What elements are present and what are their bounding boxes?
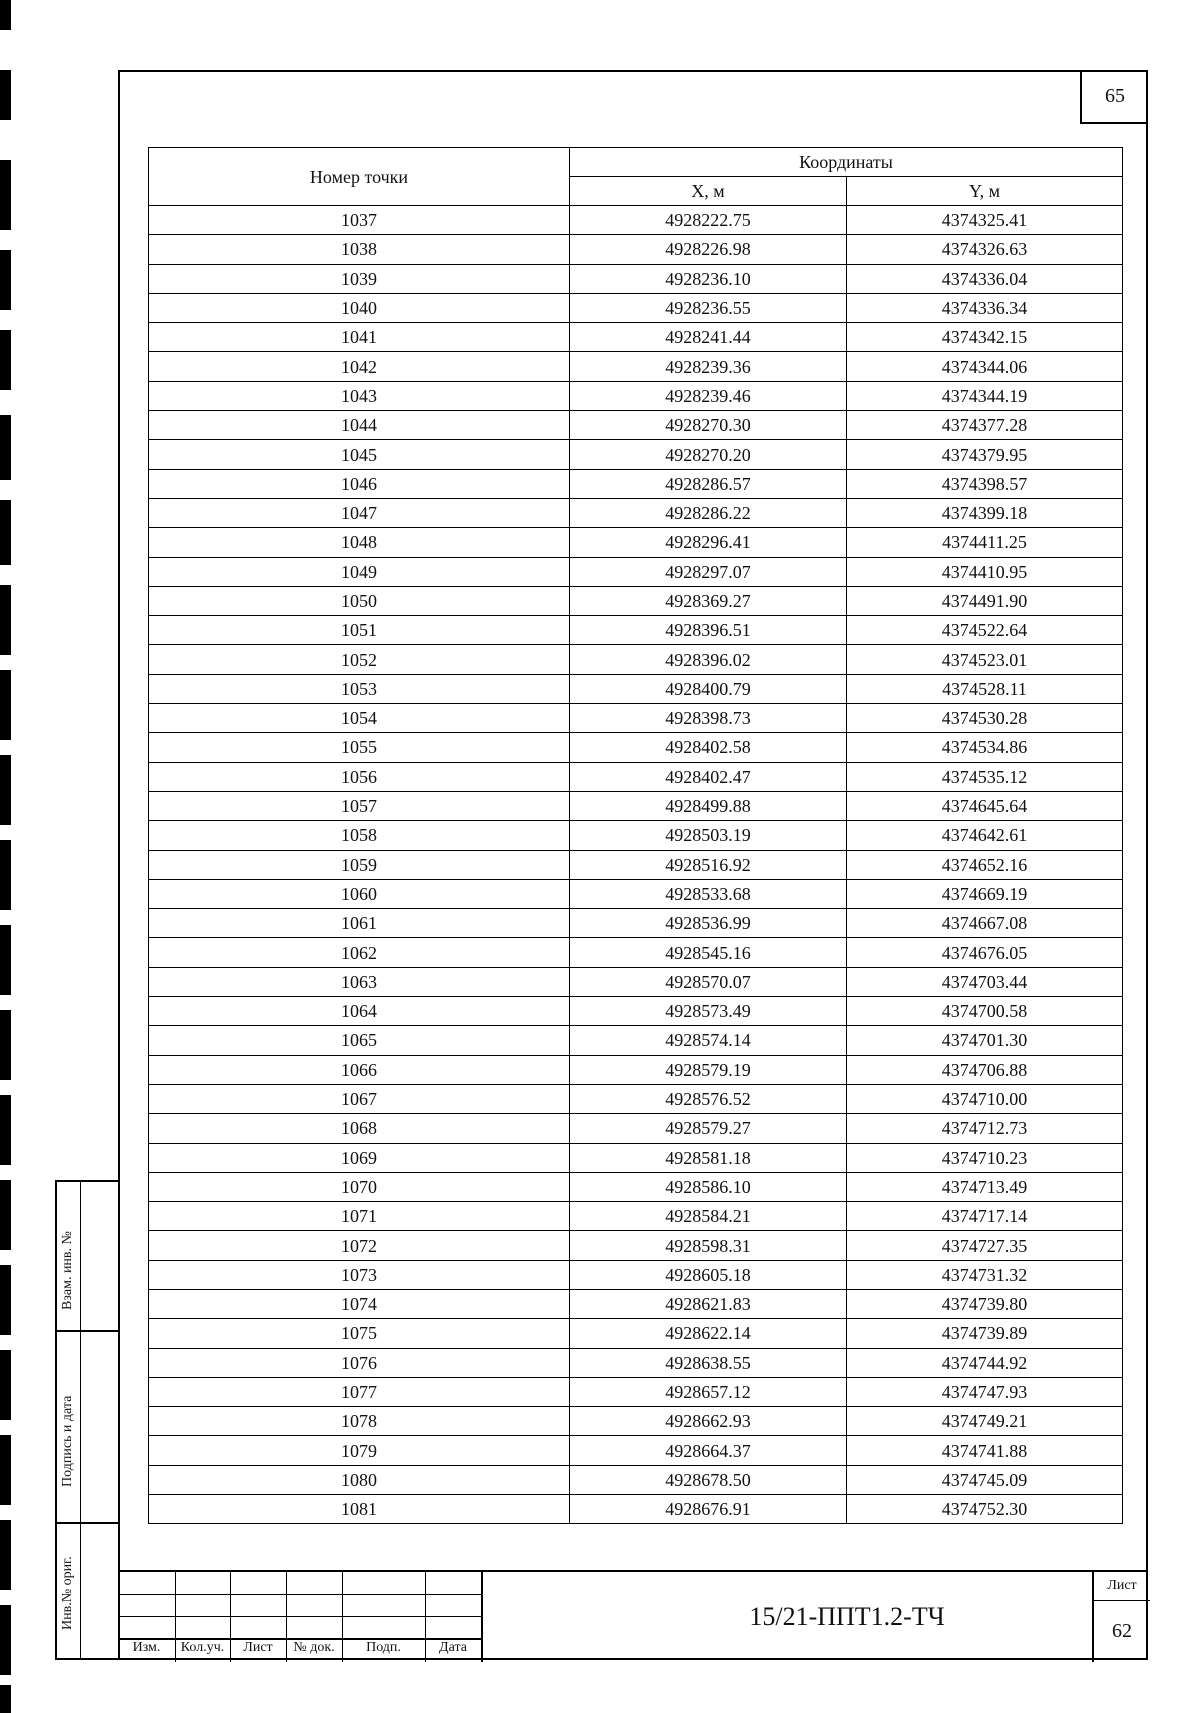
- x-coordinate-cell: 4928657.12: [570, 1377, 847, 1406]
- table-row: [149, 909, 1123, 938]
- stamp-label-data: Дата: [439, 1640, 467, 1655]
- binding-mark: [0, 160, 11, 230]
- y-coordinate-cell: 4374528.11: [847, 674, 1123, 703]
- x-coordinate-cell: 4928396.51: [570, 616, 847, 645]
- header-x: X, м: [570, 177, 847, 206]
- table-row: [149, 733, 1123, 762]
- x-coordinate-cell: 4928662.93: [570, 1407, 847, 1436]
- document-code: 15/21-ППТ1.2-ТЧ: [481, 1572, 1200, 1662]
- table-row: [149, 264, 1123, 293]
- y-coordinate-cell: 4374522.64: [847, 616, 1123, 645]
- binding-mark: [0, 1010, 11, 1080]
- table-row: [149, 997, 1123, 1026]
- sheet-number: 62: [1112, 1620, 1132, 1642]
- point-number-cell: 1081: [149, 1495, 570, 1524]
- binding-mark: [0, 415, 11, 480]
- x-coordinate-cell: 4928573.49: [570, 997, 847, 1026]
- table-row: [149, 762, 1123, 791]
- point-number-cell: 1069: [149, 1143, 570, 1172]
- y-coordinate-cell: 4374342.15: [847, 323, 1123, 352]
- y-coordinate-cell: 4374669.19: [847, 879, 1123, 908]
- y-coordinate-cell: 4374377.28: [847, 411, 1123, 440]
- x-coordinate-cell: 4928584.21: [570, 1202, 847, 1231]
- x-coordinate-cell: 4928286.57: [570, 469, 847, 498]
- binding-mark: [0, 1520, 11, 1590]
- y-coordinate-cell: 4374676.05: [847, 938, 1123, 967]
- y-coordinate-cell: 4374491.90: [847, 586, 1123, 615]
- y-coordinate-cell: 4374326.63: [847, 235, 1123, 264]
- x-coordinate-cell: 4928586.10: [570, 1172, 847, 1201]
- x-coordinate-cell: 4928570.07: [570, 967, 847, 996]
- x-coordinate-cell: 4928621.83: [570, 1289, 847, 1318]
- y-coordinate-cell: 4374706.88: [847, 1055, 1123, 1084]
- y-coordinate-cell: 4374745.09: [847, 1465, 1123, 1494]
- x-coordinate-cell: 4928400.79: [570, 674, 847, 703]
- header-coordinates: Координаты: [570, 148, 1123, 177]
- table-row: [149, 1084, 1123, 1113]
- point-number-cell: 1051: [149, 616, 570, 645]
- x-coordinate-cell: 4928286.22: [570, 498, 847, 527]
- point-number-cell: 1079: [149, 1436, 570, 1465]
- y-coordinate-cell: 4374325.41: [847, 206, 1123, 235]
- table-row: [149, 352, 1123, 381]
- table-row: [149, 1377, 1123, 1406]
- x-coordinate-cell: 4928236.55: [570, 293, 847, 322]
- binding-mark: [0, 1350, 11, 1420]
- y-coordinate-cell: 4374747.93: [847, 1377, 1123, 1406]
- point-number-cell: 1065: [149, 1026, 570, 1055]
- table-row: [149, 1055, 1123, 1084]
- x-coordinate-cell: 4928579.19: [570, 1055, 847, 1084]
- table-row: [149, 381, 1123, 410]
- y-coordinate-cell: 4374710.23: [847, 1143, 1123, 1172]
- point-number-cell: 1058: [149, 821, 570, 850]
- y-coordinate-cell: 4374336.04: [847, 264, 1123, 293]
- x-coordinate-cell: 4928270.20: [570, 440, 847, 469]
- y-coordinate-cell: 4374645.64: [847, 791, 1123, 820]
- binding-mark: [0, 1265, 11, 1335]
- point-number-cell: 1061: [149, 909, 570, 938]
- stamp-label-izm: Изм.: [132, 1640, 161, 1655]
- point-number-cell: 1045: [149, 440, 570, 469]
- stamp-label-kol: Кол.уч.: [180, 1640, 225, 1655]
- point-number-cell: 1041: [149, 323, 570, 352]
- table-row: [149, 293, 1123, 322]
- y-coordinate-cell: 4374344.06: [847, 352, 1123, 381]
- x-coordinate-cell: 4928574.14: [570, 1026, 847, 1055]
- grid-line: [118, 1594, 481, 1595]
- table-row: [149, 206, 1123, 235]
- y-coordinate-cell: 4374752.30: [847, 1495, 1123, 1524]
- point-number-cell: 1075: [149, 1319, 570, 1348]
- point-number-cell: 1050: [149, 586, 570, 615]
- y-coordinate-cell: 4374741.88: [847, 1436, 1123, 1465]
- point-number-cell: 1057: [149, 791, 570, 820]
- table-row: [149, 323, 1123, 352]
- y-coordinate-cell: 4374534.86: [847, 733, 1123, 762]
- table-row: [149, 938, 1123, 967]
- y-coordinate-cell: 4374703.44: [847, 967, 1123, 996]
- x-coordinate-cell: 4928499.88: [570, 791, 847, 820]
- point-number-cell: 1072: [149, 1231, 570, 1260]
- table-row: [149, 469, 1123, 498]
- table-row: [149, 1026, 1123, 1055]
- point-number-cell: 1047: [149, 498, 570, 527]
- table-row: [149, 1407, 1123, 1436]
- x-coordinate-cell: 4928676.91: [570, 1495, 847, 1524]
- y-coordinate-cell: 4374642.61: [847, 821, 1123, 850]
- y-coordinate-cell: 4374701.30: [847, 1026, 1123, 1055]
- title-block: [118, 1570, 1148, 1660]
- table-row: [149, 498, 1123, 527]
- x-coordinate-cell: 4928638.55: [570, 1348, 847, 1377]
- grid-line: [118, 1616, 481, 1617]
- table-row: [149, 821, 1123, 850]
- header-point-number: Номер точки: [149, 148, 570, 206]
- coordinates-table: [148, 147, 1123, 1524]
- side-label-inv-orig: Инв.№ ориг.: [60, 1556, 75, 1630]
- table-row: [149, 791, 1123, 820]
- table-row: [149, 411, 1123, 440]
- y-coordinate-cell: 4374667.08: [847, 909, 1123, 938]
- y-coordinate-cell: 4374717.14: [847, 1202, 1123, 1231]
- binding-mark: [0, 70, 11, 120]
- point-number-cell: 1048: [149, 528, 570, 557]
- x-coordinate-cell: 4928270.30: [570, 411, 847, 440]
- revision-grid: [118, 1572, 481, 1662]
- table-row: [149, 645, 1123, 674]
- point-number-cell: 1070: [149, 1172, 570, 1201]
- x-coordinate-cell: 4928226.98: [570, 235, 847, 264]
- sheet-box: [1092, 1572, 1148, 1662]
- y-coordinate-cell: 4374410.95: [847, 557, 1123, 586]
- point-number-cell: 1076: [149, 1348, 570, 1377]
- x-coordinate-cell: 4928622.14: [570, 1319, 847, 1348]
- x-coordinate-cell: 4928503.19: [570, 821, 847, 850]
- table-body: [149, 206, 1123, 1524]
- point-number-cell: 1055: [149, 733, 570, 762]
- y-coordinate-cell: 4374731.32: [847, 1260, 1123, 1289]
- point-number-cell: 1059: [149, 850, 570, 879]
- x-coordinate-cell: 4928222.75: [570, 206, 847, 235]
- point-number-cell: 1043: [149, 381, 570, 410]
- binding-mark: [0, 1180, 11, 1250]
- table-row: [149, 616, 1123, 645]
- x-coordinate-cell: 4928605.18: [570, 1260, 847, 1289]
- x-coordinate-cell: 4928533.68: [570, 879, 847, 908]
- point-number-cell: 1038: [149, 235, 570, 264]
- side-label-podpis: Подпись и дата: [60, 1395, 75, 1487]
- x-coordinate-cell: 4928239.46: [570, 381, 847, 410]
- divider: [57, 1330, 120, 1332]
- point-number-cell: 1063: [149, 967, 570, 996]
- y-coordinate-cell: 4374727.35: [847, 1231, 1123, 1260]
- point-number-cell: 1080: [149, 1465, 570, 1494]
- point-number-cell: 1056: [149, 762, 570, 791]
- x-coordinate-cell: 4928536.99: [570, 909, 847, 938]
- table-row: [149, 1143, 1123, 1172]
- binding-mark: [0, 1605, 11, 1675]
- y-coordinate-cell: 4374535.12: [847, 762, 1123, 791]
- divider: [57, 1522, 120, 1524]
- table-row: [149, 1436, 1123, 1465]
- binding-mark: [0, 925, 11, 995]
- point-number-cell: 1049: [149, 557, 570, 586]
- point-number-cell: 1052: [149, 645, 570, 674]
- point-number-cell: 1068: [149, 1114, 570, 1143]
- y-coordinate-cell: 4374530.28: [847, 704, 1123, 733]
- x-coordinate-cell: 4928545.16: [570, 938, 847, 967]
- table-row: [149, 1231, 1123, 1260]
- point-number-cell: 1042: [149, 352, 570, 381]
- table-row: [149, 1202, 1123, 1231]
- binding-mark: [0, 585, 11, 655]
- y-coordinate-cell: 4374712.73: [847, 1114, 1123, 1143]
- y-coordinate-cell: 4374739.80: [847, 1289, 1123, 1318]
- x-coordinate-cell: 4928398.73: [570, 704, 847, 733]
- binding-mark: [0, 250, 11, 310]
- table-row: [149, 1348, 1123, 1377]
- x-coordinate-cell: 4928236.10: [570, 264, 847, 293]
- stamp-label-list: Лист: [243, 1640, 273, 1655]
- y-coordinate-cell: 4374336.34: [847, 293, 1123, 322]
- x-coordinate-cell: 4928598.31: [570, 1231, 847, 1260]
- x-coordinate-cell: 4928239.36: [570, 352, 847, 381]
- table-row: [149, 1289, 1123, 1318]
- x-coordinate-cell: 4928297.07: [570, 557, 847, 586]
- binding-mark: [0, 755, 11, 825]
- y-coordinate-cell: 4374399.18: [847, 498, 1123, 527]
- table-row: [149, 1319, 1123, 1348]
- point-number-cell: 1060: [149, 879, 570, 908]
- page-number: 65: [1080, 70, 1148, 124]
- x-coordinate-cell: 4928581.18: [570, 1143, 847, 1172]
- y-coordinate-cell: 4374744.92: [847, 1348, 1123, 1377]
- header-y: Y, м: [847, 177, 1123, 206]
- table-row: [149, 704, 1123, 733]
- binding-mark: [0, 330, 11, 390]
- point-number-cell: 1067: [149, 1084, 570, 1113]
- point-number-cell: 1039: [149, 264, 570, 293]
- table-row: [149, 586, 1123, 615]
- table-row: [149, 879, 1123, 908]
- binding-mark: [0, 840, 11, 910]
- point-number-cell: 1040: [149, 293, 570, 322]
- table-row: [149, 235, 1123, 264]
- table-row: [149, 1495, 1123, 1524]
- point-number-cell: 1066: [149, 1055, 570, 1084]
- table-row: [149, 1172, 1123, 1201]
- y-coordinate-cell: 4374344.19: [847, 381, 1123, 410]
- y-coordinate-cell: 4374411.25: [847, 528, 1123, 557]
- y-coordinate-cell: 4374398.57: [847, 469, 1123, 498]
- x-coordinate-cell: 4928516.92: [570, 850, 847, 879]
- point-number-cell: 1071: [149, 1202, 570, 1231]
- x-coordinate-cell: 4928241.44: [570, 323, 847, 352]
- table-row: [149, 557, 1123, 586]
- stamp-label-podp: Подп.: [366, 1640, 401, 1655]
- point-number-cell: 1054: [149, 704, 570, 733]
- table-row: [149, 440, 1123, 469]
- y-coordinate-cell: 4374713.49: [847, 1172, 1123, 1201]
- y-coordinate-cell: 4374739.89: [847, 1319, 1123, 1348]
- y-coordinate-cell: 4374700.58: [847, 997, 1123, 1026]
- point-number-cell: 1074: [149, 1289, 570, 1318]
- x-coordinate-cell: 4928664.37: [570, 1436, 847, 1465]
- y-coordinate-cell: 4374749.21: [847, 1407, 1123, 1436]
- x-coordinate-cell: 4928396.02: [570, 645, 847, 674]
- x-coordinate-cell: 4928576.52: [570, 1084, 847, 1113]
- y-coordinate-cell: 4374379.95: [847, 440, 1123, 469]
- side-strip: [55, 1180, 118, 1660]
- x-coordinate-cell: 4928678.50: [570, 1465, 847, 1494]
- point-number-cell: 1053: [149, 674, 570, 703]
- binding-mark: [0, 0, 11, 30]
- stamp-label-doc: № док.: [293, 1640, 335, 1655]
- binding-mark: [0, 670, 11, 740]
- x-coordinate-cell: 4928579.27: [570, 1114, 847, 1143]
- table-row: [149, 1260, 1123, 1289]
- x-coordinate-cell: 4928402.58: [570, 733, 847, 762]
- y-coordinate-cell: 4374523.01: [847, 645, 1123, 674]
- side-label-zam-inv: Взам. инв. №: [60, 1231, 75, 1310]
- table-row: [149, 528, 1123, 557]
- y-coordinate-cell: 4374652.16: [847, 850, 1123, 879]
- point-number-cell: 1064: [149, 997, 570, 1026]
- point-number-cell: 1046: [149, 469, 570, 498]
- y-coordinate-cell: 4374710.00: [847, 1084, 1123, 1113]
- table-row: [149, 1114, 1123, 1143]
- sheet-label: Лист: [1094, 1572, 1150, 1601]
- table-row: [149, 967, 1123, 996]
- point-number-cell: 1078: [149, 1407, 570, 1436]
- binding-mark: [0, 1685, 11, 1713]
- x-coordinate-cell: 4928296.41: [570, 528, 847, 557]
- binding-mark: [0, 1435, 11, 1505]
- binding-mark: [0, 1095, 11, 1165]
- x-coordinate-cell: 4928402.47: [570, 762, 847, 791]
- table-row: [149, 850, 1123, 879]
- point-number-cell: 1077: [149, 1377, 570, 1406]
- table-row: [149, 1465, 1123, 1494]
- point-number-cell: 1062: [149, 938, 570, 967]
- point-number-cell: 1037: [149, 206, 570, 235]
- point-number-cell: 1044: [149, 411, 570, 440]
- binding-mark: [0, 500, 11, 565]
- table-row: [149, 674, 1123, 703]
- point-number-cell: 1073: [149, 1260, 570, 1289]
- x-coordinate-cell: 4928369.27: [570, 586, 847, 615]
